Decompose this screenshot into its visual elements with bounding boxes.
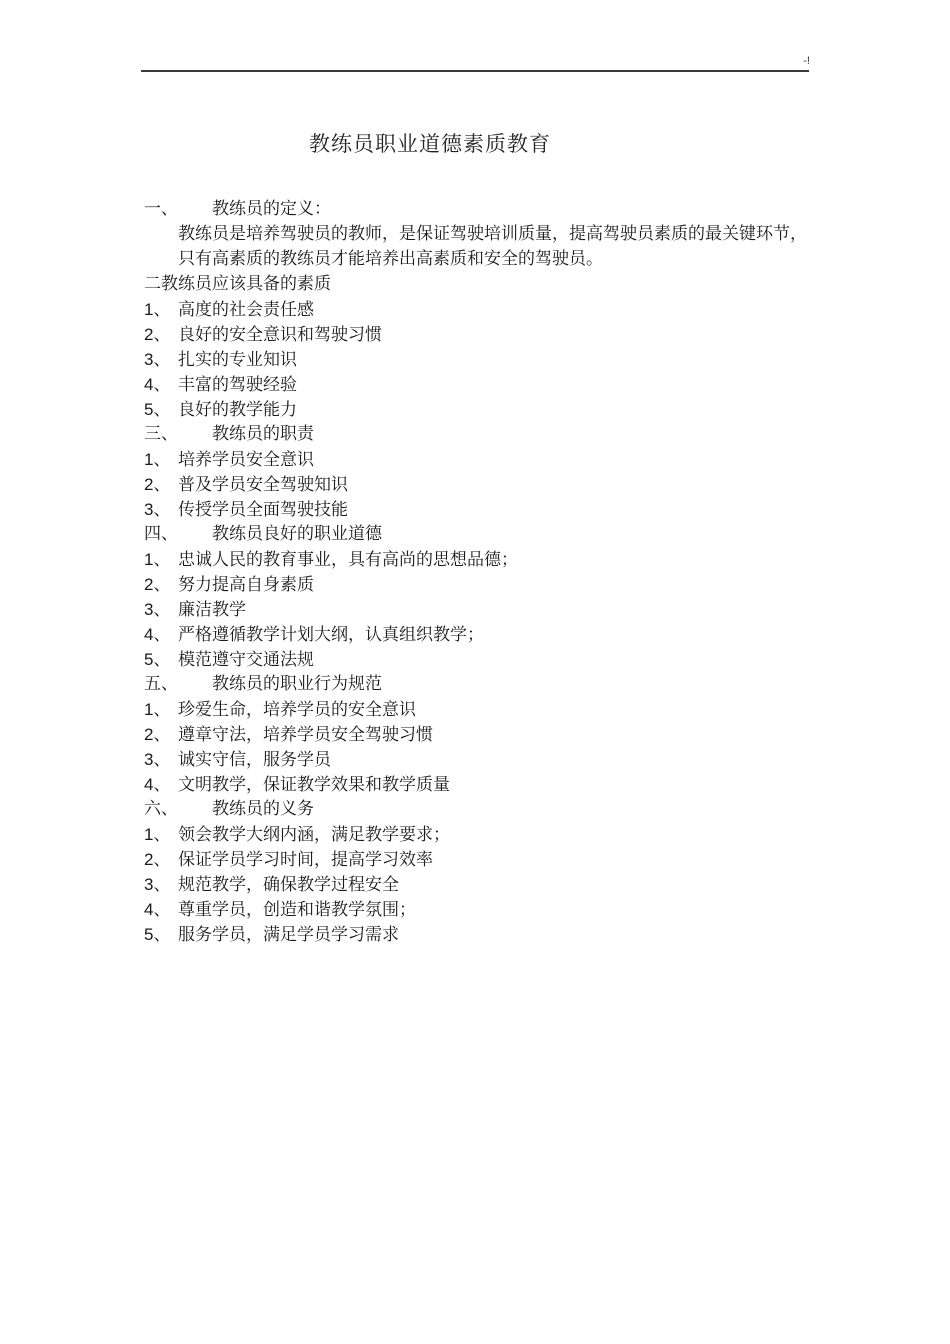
section-number: 五、 bbox=[144, 674, 178, 694]
section-title: 教练员的定义： bbox=[212, 199, 331, 219]
item-number: 5、 bbox=[144, 400, 171, 419]
item-number: 3、 bbox=[144, 500, 171, 519]
item-text: 丰富的驾驶经验 bbox=[178, 375, 297, 395]
item-number: 5、 bbox=[144, 650, 171, 669]
list-item bbox=[144, 497, 814, 522]
section-2-heading: 二教练员应该具备的素质 bbox=[144, 274, 331, 294]
item-number: 3、 bbox=[144, 750, 171, 769]
section-title: 教练员良好的职业道德 bbox=[212, 524, 382, 544]
section-number: 三、 bbox=[144, 424, 178, 444]
list-item bbox=[144, 372, 814, 397]
item-text: 诚实守信，服务学员 bbox=[178, 750, 331, 770]
list-item bbox=[144, 897, 814, 922]
item-number: 3、 bbox=[144, 350, 171, 369]
list-item bbox=[144, 847, 814, 872]
item-text: 尊重学员，创造和谐教学氛围； bbox=[178, 900, 416, 920]
page-title: 教练员职业道德素质教育 bbox=[309, 132, 551, 156]
item-text: 文明教学，保证教学效果和教学质量 bbox=[178, 775, 450, 795]
list-item bbox=[144, 722, 814, 747]
item-number: 2、 bbox=[144, 475, 171, 494]
item-text: 普及学员安全驾驶知识 bbox=[178, 475, 348, 495]
item-number: 4、 bbox=[144, 375, 171, 394]
list-item bbox=[144, 822, 814, 847]
list-item bbox=[144, 872, 814, 897]
section-6-heading bbox=[144, 797, 814, 822]
document-body bbox=[144, 197, 814, 947]
section-number: 六、 bbox=[144, 799, 178, 819]
section-4-heading bbox=[144, 522, 814, 547]
list-item bbox=[144, 447, 814, 472]
header-mark: -! bbox=[803, 55, 810, 67]
list-item bbox=[144, 597, 814, 622]
section-title: 教练员的职业行为规范 bbox=[212, 674, 382, 694]
item-number: 3、 bbox=[144, 600, 171, 619]
item-number: 2、 bbox=[144, 325, 171, 344]
section-1-paragraph: 教练员是培养驾驶员的教师，是保证驾驶培训质量，提高驾驶员素质的最关键环节，只有高素质的教练员才能培养出高素质和安全的驾驶员。 bbox=[178, 224, 807, 269]
item-text: 忠诚人民的教育事业，具有高尚的思想品德； bbox=[178, 550, 518, 570]
list-item bbox=[144, 622, 814, 647]
list-item bbox=[144, 747, 814, 772]
list-item bbox=[144, 572, 814, 597]
item-text: 模范遵守交通法规 bbox=[178, 650, 314, 670]
item-number: 2、 bbox=[144, 725, 171, 744]
list-item bbox=[144, 647, 814, 672]
item-text: 扎实的专业知识 bbox=[178, 350, 297, 370]
item-number: 4、 bbox=[144, 775, 171, 794]
item-number: 4、 bbox=[144, 900, 171, 919]
item-text: 努力提高自身素质 bbox=[178, 575, 314, 595]
section-number: 四、 bbox=[144, 524, 178, 544]
item-text: 良好的教学能力 bbox=[178, 400, 297, 420]
item-number: 3、 bbox=[144, 875, 171, 894]
list-item bbox=[144, 772, 814, 797]
item-text: 高度的社会责任感 bbox=[178, 300, 314, 320]
list-item bbox=[144, 397, 814, 422]
list-item bbox=[144, 472, 814, 497]
section-number: 一、 bbox=[144, 199, 178, 219]
section-title: 教练员的义务 bbox=[212, 799, 314, 819]
item-number: 1、 bbox=[144, 550, 171, 569]
item-text: 廉洁教学 bbox=[178, 600, 246, 620]
item-number: 1、 bbox=[144, 700, 171, 719]
item-text: 服务学员，满足学员学习需求 bbox=[178, 925, 399, 945]
item-text: 遵章守法，培养学员安全驾驶习惯 bbox=[178, 725, 433, 745]
list-item bbox=[144, 347, 814, 372]
item-text: 传授学员全面驾驶技能 bbox=[178, 500, 348, 520]
item-text: 良好的安全意识和驾驶习惯 bbox=[178, 325, 382, 345]
item-number: 1、 bbox=[144, 300, 171, 319]
item-text: 培养学员安全意识 bbox=[178, 450, 314, 470]
item-number: 2、 bbox=[144, 850, 171, 869]
item-number: 4、 bbox=[144, 625, 171, 644]
item-number: 1、 bbox=[144, 825, 171, 844]
list-item bbox=[144, 322, 814, 347]
item-text: 保证学员学习时间，提高学习效率 bbox=[178, 850, 433, 870]
section-1-heading bbox=[144, 197, 814, 222]
list-item bbox=[144, 697, 814, 722]
item-text: 珍爱生命，培养学员的安全意识 bbox=[178, 700, 416, 720]
item-text: 严格遵循教学计划大纲，认真组织教学； bbox=[178, 625, 484, 645]
item-text: 领会教学大纲内涵，满足教学要求； bbox=[178, 825, 450, 845]
item-number: 2、 bbox=[144, 575, 171, 594]
item-number: 5、 bbox=[144, 925, 171, 944]
item-number: 1、 bbox=[144, 450, 171, 469]
section-title: 教练员的职责 bbox=[212, 424, 314, 444]
list-item bbox=[144, 547, 814, 572]
list-item bbox=[144, 297, 814, 322]
header-rule bbox=[141, 70, 809, 72]
section-5-heading bbox=[144, 672, 814, 697]
list-item bbox=[144, 922, 814, 947]
item-text: 规范教学，确保教学过程安全 bbox=[178, 875, 399, 895]
section-3-heading bbox=[144, 422, 814, 447]
